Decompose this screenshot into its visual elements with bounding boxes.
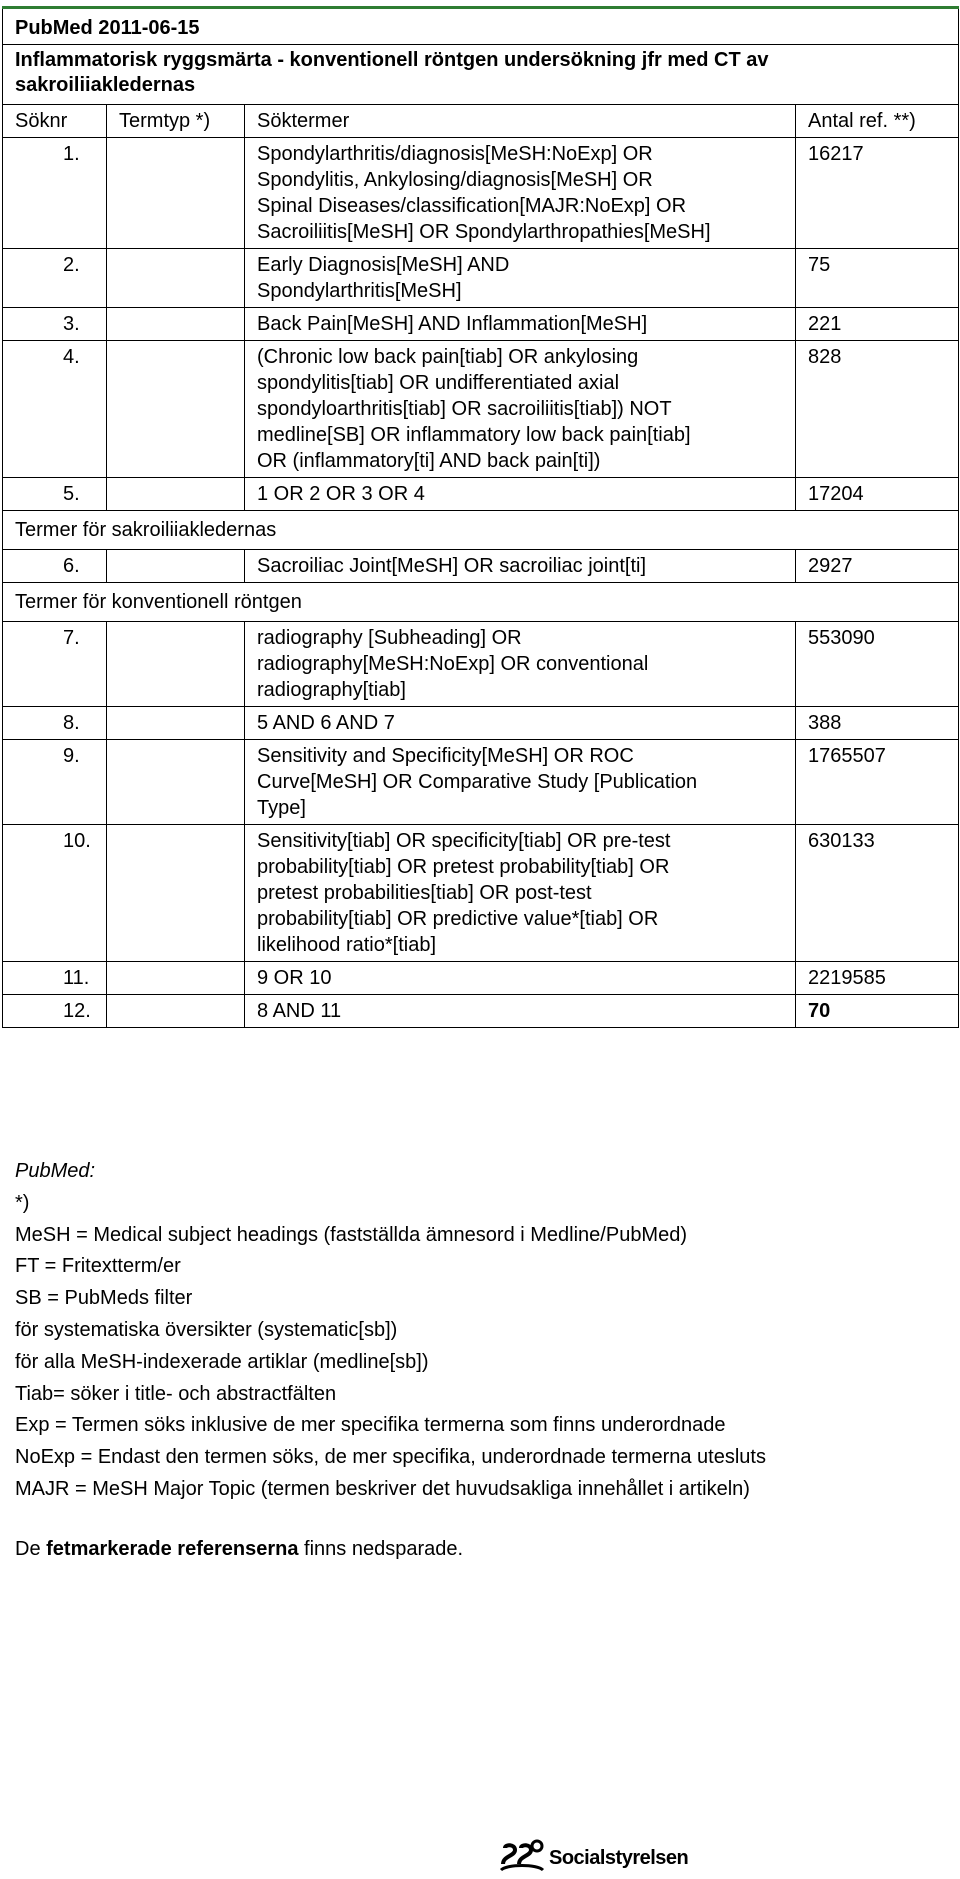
table-row: [3, 138, 959, 249]
search-number: 7.: [3, 622, 107, 707]
table-subtitle: Inflammatorisk ryggsmärta - konventionell röntgen undersökning jfr med CT av sakroiliiakledernas: [3, 45, 959, 105]
socialstyrelsen-logo: [497, 1834, 697, 1872]
term-type: [107, 249, 245, 308]
reference-count: 2927: [796, 550, 959, 583]
note-line: Tiab= söker i title- och abstractfälten: [15, 1382, 337, 1405]
section-row: [3, 511, 959, 550]
search-number: 10.: [3, 825, 107, 962]
table-row: [3, 962, 959, 995]
column-header-terms: Söktermer: [245, 105, 796, 138]
table-row: [3, 478, 959, 511]
search-terms: Early Diagnosis[MeSH] AND Spondylarthritis[MeSH]: [245, 249, 796, 308]
section-row: [3, 583, 959, 622]
table-row: [3, 740, 959, 825]
column-header-type: Termtyp *): [107, 105, 245, 138]
reference-count: 828: [796, 341, 959, 478]
term-type: [107, 995, 245, 1028]
note-line: MeSH = Medical subject headings (fastställda ämnesord i Medline/PubMed): [15, 1223, 688, 1246]
term-type: [107, 308, 245, 341]
table-title-row: [3, 8, 959, 45]
table-row: [3, 825, 959, 962]
search-terms: Sensitivity and Specificity[MeSH] OR ROC Curve[MeSH] OR Comparative Study [Publication Type]: [245, 740, 796, 825]
search-number: 5.: [3, 478, 107, 511]
table-row: [3, 622, 959, 707]
section-label: Termer för konventionell röntgen: [3, 583, 959, 622]
search-terms: 1 OR 2 OR 3 OR 4: [245, 478, 796, 511]
term-type: [107, 622, 245, 707]
note-line: MAJR = MeSH Major Topic (termen beskriver det huvudsakliga innehållet i artikeln): [15, 1477, 750, 1500]
table-title: PubMed 2011-06-15: [3, 8, 959, 45]
table-header-row: [3, 105, 959, 138]
note-line: för alla MeSH-indexerade artiklar (medline[sb]): [15, 1350, 429, 1373]
note-line: för systematiska översikter (systematic[sb]): [15, 1318, 398, 1341]
table-row: [3, 995, 959, 1028]
reference-count: 16217: [796, 138, 959, 249]
reference-count: 70: [796, 995, 959, 1028]
notes-footer: [15, 1534, 945, 1566]
search-table: [2, 6, 959, 1028]
search-number: 6.: [3, 550, 107, 583]
search-number: 12.: [3, 995, 107, 1028]
search-terms: Back Pain[MeSH] AND Inflammation[MeSH]: [245, 308, 796, 341]
term-type: [107, 740, 245, 825]
search-terms: radiography [Subheading] OR radiography[MeSH:NoExp] OR conventional radiography[tiab]: [245, 622, 796, 707]
table-subtitle-row: [3, 45, 959, 105]
note-line: Exp = Termen söks inklusive de mer specifika termerna som finns underordnade: [15, 1414, 726, 1437]
reference-count: 75: [796, 249, 959, 308]
reference-count: 2219585: [796, 962, 959, 995]
notes-lines: [15, 1220, 945, 1506]
table-row: [3, 550, 959, 583]
search-number: 2.: [3, 249, 107, 308]
reference-count: 553090: [796, 622, 959, 707]
search-number: 4.: [3, 341, 107, 478]
term-type: [107, 825, 245, 962]
term-type: [107, 707, 245, 740]
table-row: [3, 341, 959, 478]
search-number: 9.: [3, 740, 107, 825]
reference-count: 388: [796, 707, 959, 740]
notes-heading: PubMed:: [15, 1160, 96, 1182]
column-header-nr: Söknr: [3, 105, 107, 138]
reference-count: 17204: [796, 478, 959, 511]
table-row: [3, 249, 959, 308]
reference-count: 1765507: [796, 740, 959, 825]
note-line: FT = Fritextterm/er: [15, 1255, 181, 1278]
search-number: 1.: [3, 138, 107, 249]
column-header-count: Antal ref. **): [796, 105, 959, 138]
search-number: 8.: [3, 707, 107, 740]
search-terms: Spondylarthritis/diagnosis[MeSH:NoExp] OR Spondylitis, Ankylosing/diagnosis[MeSH] OR Spinal Diseases/classification[MAJR:NoExp] OR Sacroiliitis[MeSH] OR Spondylarthropathies[MeSH]: [245, 138, 796, 249]
search-number: 11.: [3, 962, 107, 995]
search-terms: 5 AND 6 AND 7: [245, 707, 796, 740]
footer-suffix: finns nedsparade.: [298, 1537, 464, 1560]
section-label: Termer för sakroiliiakledernas: [3, 511, 959, 550]
socialstyrelsen-logo-icon: [497, 1834, 547, 1872]
reference-count: 221: [796, 308, 959, 341]
reference-count: 630133: [796, 825, 959, 962]
search-terms: 9 OR 10: [245, 962, 796, 995]
note-line: SB = PubMeds filter: [15, 1287, 193, 1310]
notes-star: *): [15, 1191, 30, 1214]
logo-text: Socialstyrelsen: [549, 1847, 689, 1869]
notes-section: [15, 1156, 945, 1566]
term-type: [107, 550, 245, 583]
search-number: 3.: [3, 308, 107, 341]
term-type: [107, 962, 245, 995]
search-terms: Sensitivity[tiab] OR specificity[tiab] OR pre-test probability[tiab] OR pretest probability[tiab] OR pretest probabilities[tiab] OR post-test probability[tiab] OR predictive value*[tiab] OR likelihood ratio*[tiab]: [245, 825, 796, 962]
footer-prefix: De: [15, 1537, 47, 1560]
term-type: [107, 478, 245, 511]
footer-bold: fetmarkerade referenserna: [46, 1537, 299, 1560]
term-type: [107, 138, 245, 249]
note-line: NoExp = Endast den termen söks, de mer specifika, underordnade termerna utesluts: [15, 1446, 766, 1469]
table-row: [3, 707, 959, 740]
search-terms: Sacroiliac Joint[MeSH] OR sacroiliac joint[ti]: [245, 550, 796, 583]
table-row: [3, 308, 959, 341]
search-terms: (Chronic low back pain[tiab] OR ankylosing spondylitis[tiab] OR undifferentiated axial spondyloarthritis[tiab] OR sacroiliitis[tiab]) NOT medline[SB] OR inflammatory low back pain[tiab] OR (inflammatory[ti] AND back pain[ti]): [245, 341, 796, 478]
search-table-body: [3, 8, 959, 1028]
search-terms: 8 AND 11: [245, 995, 796, 1028]
term-type: [107, 341, 245, 478]
